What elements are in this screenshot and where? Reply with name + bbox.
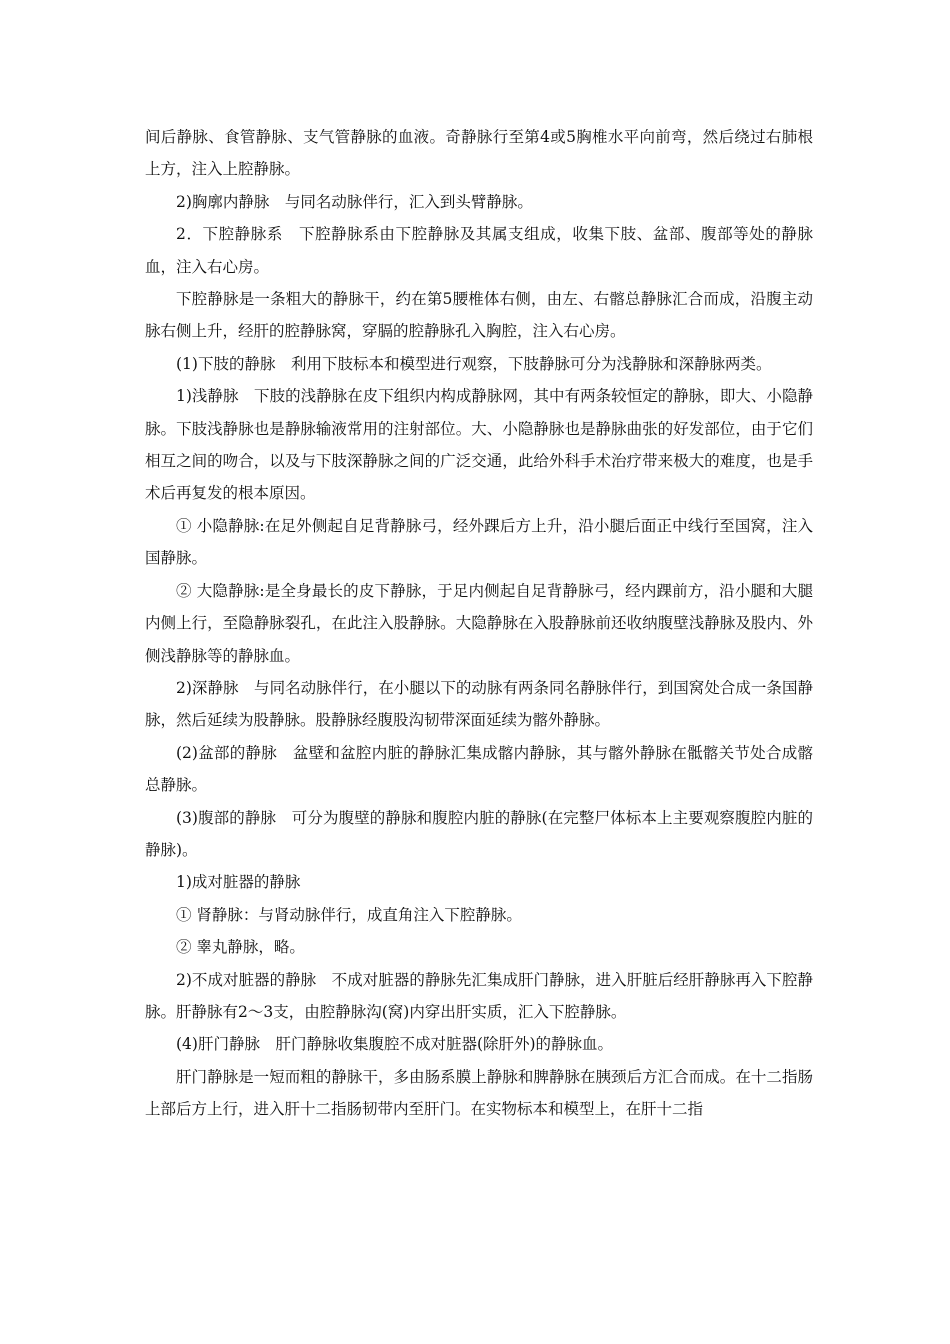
paragraph: 下腔静脉是一条粗大的静脉干，约在第5腰椎体右侧，由左、右髂总静脉汇合而成，沿腹主动脉右侧上升，经肝的腔静脉窝，穿膈的腔静脉孔入胸腔，注入右心房。 <box>145 290 813 341</box>
paragraph: 1)浅静脉 下肢的浅静脉在皮下组织内构成静脉网，其中有两条较恒定的静脉，即大、小隐静脉。下肢浅静脉也是静脉输液常用的注射部位。大、小隐静脉也是静脉曲张的好发部位，由于它们相互之间的吻合，以及与下肢深静脉之间的广泛交通，此给外科手术治疗带来极大的难度，也是手术后再复发的根本原因。 <box>145 387 813 503</box>
paragraph: 肝门静脉是一短而粗的静脉干，多由肠系膜上静脉和脾静脉在胰颈后方汇合而成。在十二指肠上部后方上行，进入肝十二指肠韧带内至肝门。在实物标本和模型上，在肝十二指 <box>145 1067 813 1119</box>
paragraph: (4)肝门静脉 肝门静脉收集腹腔不成对脏器(除肝外)的静脉血。 <box>176 1035 614 1054</box>
paragraph: 间后静脉、食管静脉、支气管静脉的血液。奇静脉行至第4或5胸椎水平向前弯，然后绕过右肺根上方，注入上腔静脉。 <box>145 128 813 179</box>
paragraph: ② 大隐静脉:是全身最长的皮下静脉，于足内侧起自足背静脉弓，经内踝前方，沿小腿和大腿内侧上行，至隐静脉裂孔，在此注入股静脉。大隐静脉在入股静脉前还收纳腹壁浅静脉及股内、外侧浅静脉等的静脉血。 <box>145 581 813 665</box>
paragraph: 2．下腔静脉系 下腔静脉系由下腔静脉及其属支组成，收集下肢、盆部、腹部等处的静脉血，注入右心房。 <box>145 225 813 276</box>
paragraph: (1)下肢的静脉 利用下肢标本和模型进行观察，下肢静脉可分为浅静脉和深静脉两类。 <box>176 354 772 373</box>
body-text <box>145 121 813 1126</box>
paragraph: ① 小隐静脉:在足外侧起自足背静脉弓，经外踝后方上升，沿小腿后面正中线行至国窝，注入国静脉。 <box>145 516 813 568</box>
paragraph: 2)不成对脏器的静脉 不成对脏器的静脉先汇集成肝门静脉，进入肝脏后经肝静脉再入下腔静脉。肝静脉有2～3支，由腔静脉沟(窝)内穿出肝实质，汇入下腔静脉。 <box>145 970 813 1021</box>
paragraph: (2)盆部的静脉 盆壁和盆腔内脏的静脉汇集成髂内静脉，其与髂外静脉在骶髂关节处合成髂总静脉。 <box>145 743 813 795</box>
paragraph: 2)胸廓内静脉 与同名动脉伴行，汇入到头臂静脉。 <box>176 192 533 211</box>
paragraph: ② 睾丸静脉，略。 <box>176 938 305 957</box>
paragraph: 2)深静脉 与同名动脉伴行，在小腿以下的动脉有两条同名静脉伴行，到国窝处合成一条国静脉，然后延续为股静脉。股静脉经腹股沟韧带深面延续为髂外静脉。 <box>145 678 813 730</box>
paragraph: 1)成对脏器的静脉 <box>176 873 301 892</box>
paragraph: ① 肾静脉：与肾动脉伴行，成直角注入下腔静脉。 <box>176 905 522 924</box>
paragraph: (3)腹部的静脉 可分为腹壁的静脉和腹腔内脏的静脉(在完整尸体标本上主要观察腹腔内脏的静脉)。 <box>145 808 813 859</box>
